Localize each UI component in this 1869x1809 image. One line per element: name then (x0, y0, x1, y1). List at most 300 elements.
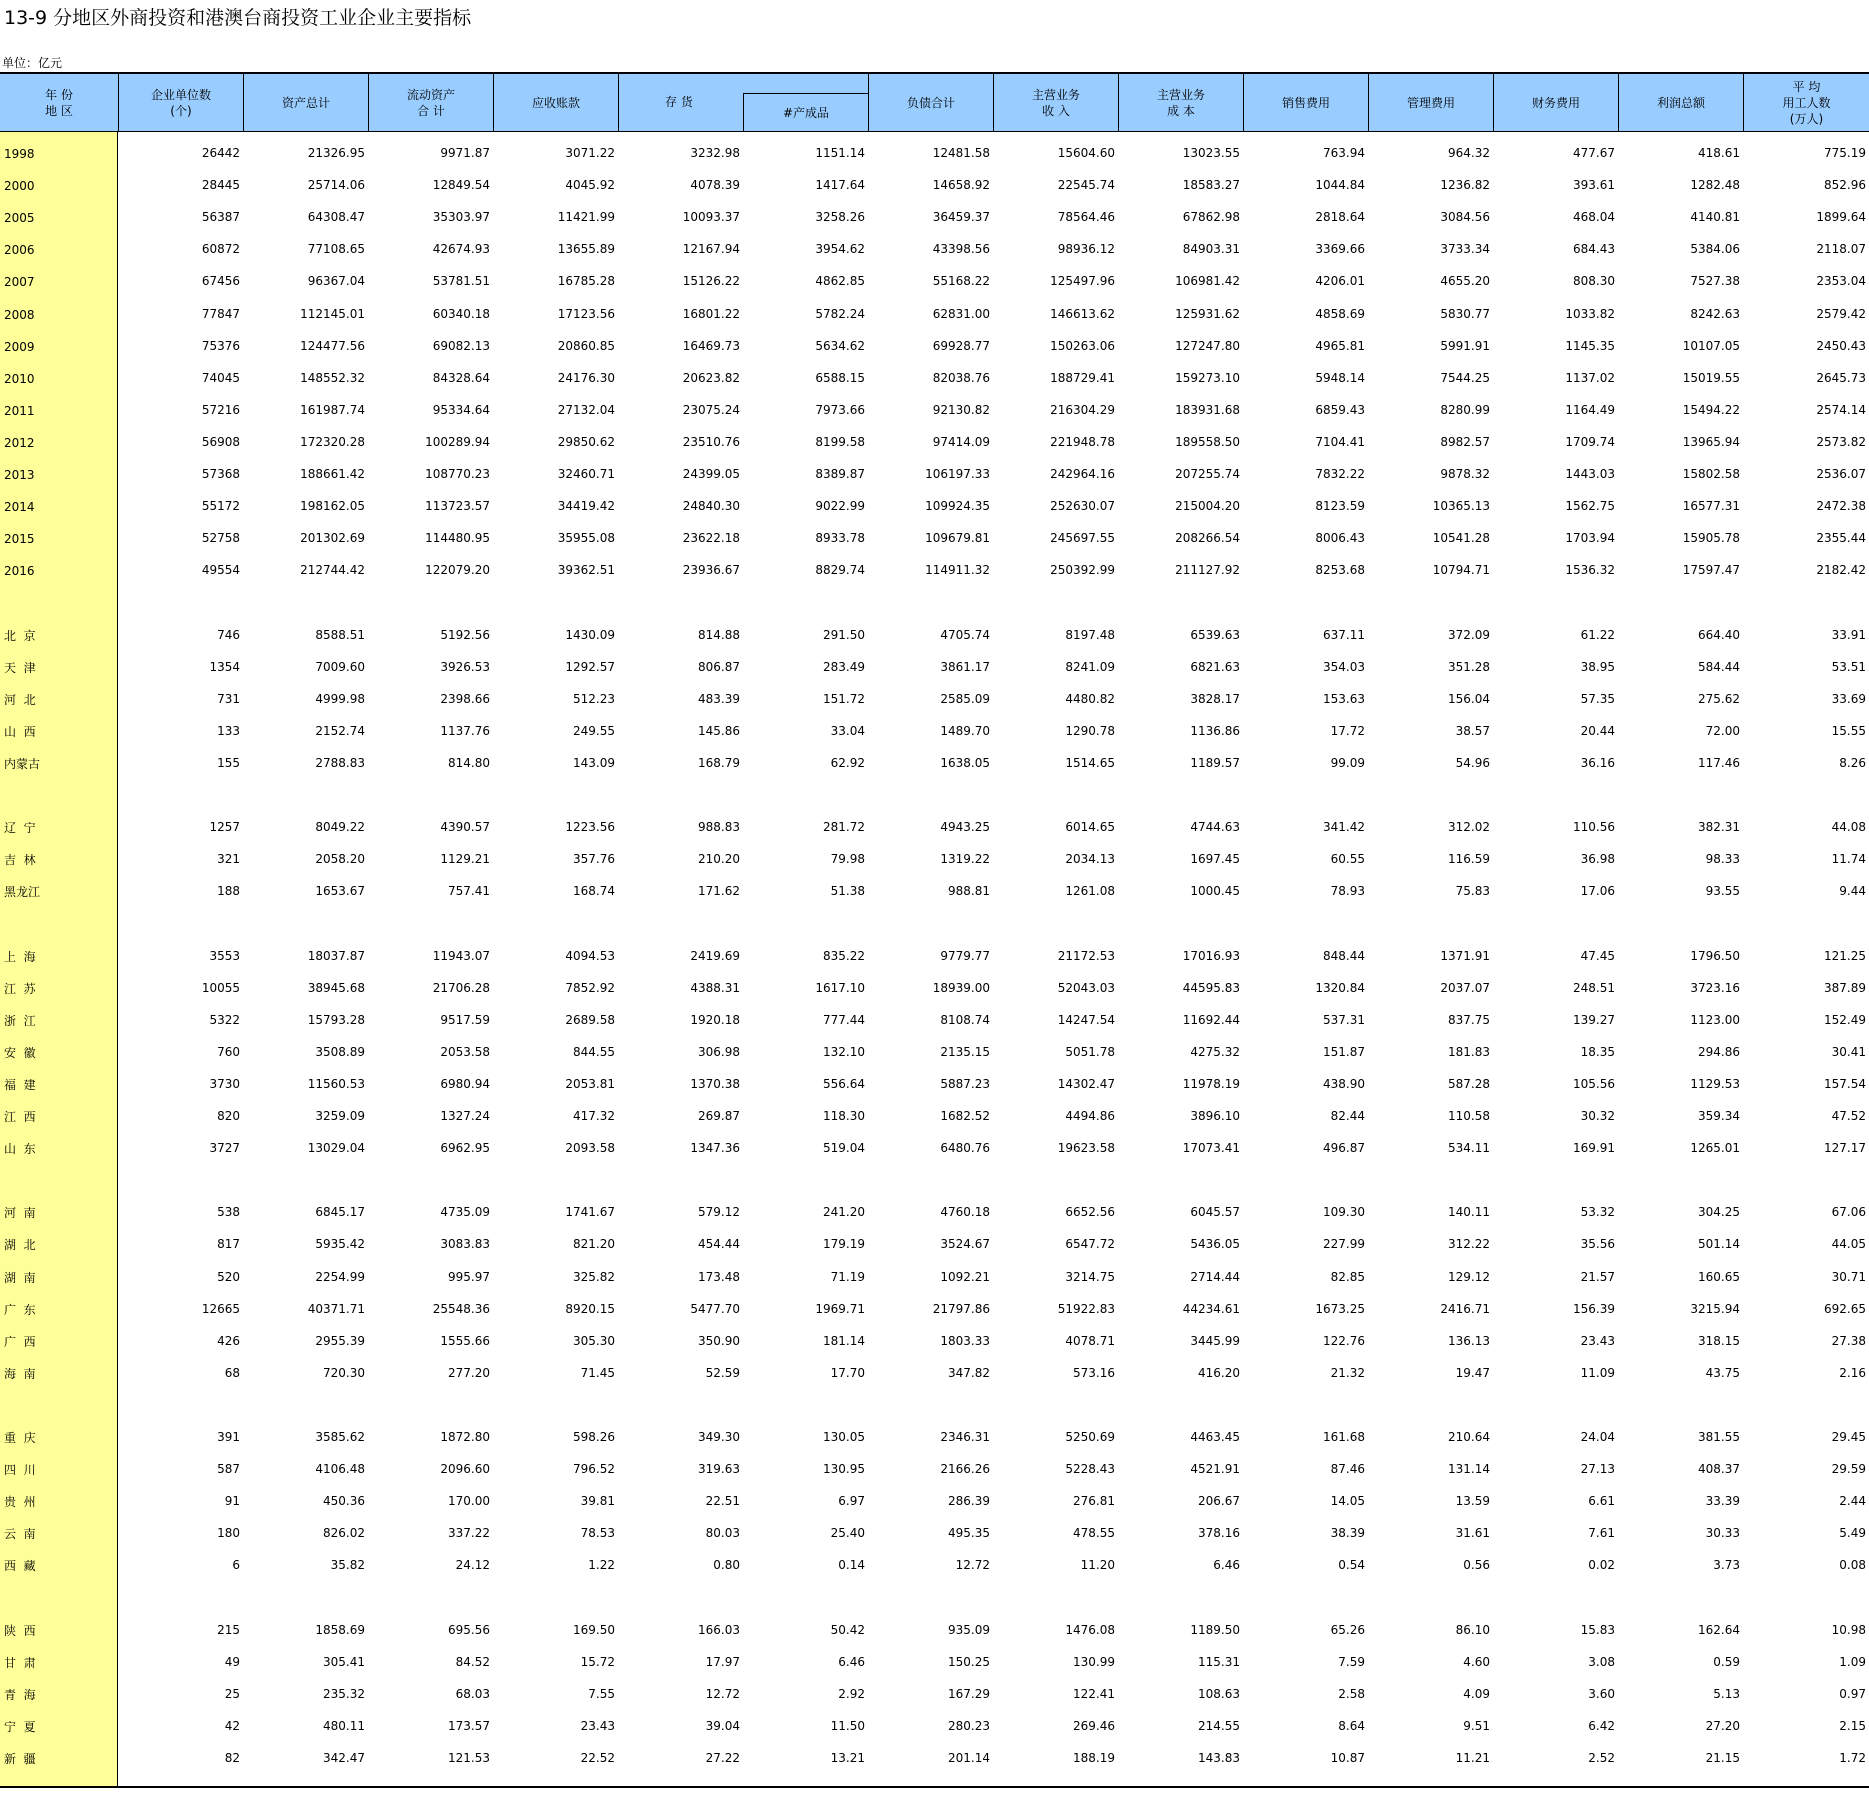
table-cell: 1320.84 (1315, 980, 1365, 995)
table-cell: 61.22 (1580, 627, 1615, 642)
table-cell: 4.60 (1463, 1654, 1490, 1669)
table-cell: 38945.68 (307, 980, 365, 995)
table-cell: 1.72 (1839, 1751, 1866, 1765)
row-label: 云 南 (4, 1527, 36, 1542)
table-cell: 347.82 (948, 1365, 990, 1380)
table-cell: 5634.62 (815, 338, 865, 353)
table-cell: 4045.92 (565, 178, 615, 193)
table-cell: 496.87 (1323, 1141, 1365, 1156)
table-cell: 170.00 (448, 1494, 490, 1509)
table-cell: 10365.13 (1432, 499, 1490, 514)
table-cell: 1653.67 (315, 884, 365, 899)
table-cell: 19.47 (1455, 1365, 1490, 1380)
row-label: 辽 宁 (4, 821, 36, 836)
table-cell: 8920.15 (565, 1301, 615, 1316)
table-cell: 26442 (201, 146, 240, 160)
table-cell: 245697.55 (1050, 531, 1115, 546)
table-cell: 935.09 (948, 1622, 990, 1637)
table-cell: 416.20 (1198, 1365, 1240, 1380)
table-cell: 171.62 (698, 884, 740, 899)
table-cell: 6547.72 (1065, 1237, 1115, 1252)
table-cell: 350.90 (698, 1333, 740, 1348)
table-cell: 5192.56 (440, 627, 490, 642)
table-cell: 122.41 (1073, 1686, 1115, 1701)
row-label: 2006 (4, 243, 35, 258)
table-cell: 4965.81 (1315, 338, 1365, 353)
page-title: 13-9 分地区外商投资和港澳台商投资工业企业主要指标 (4, 7, 472, 29)
row-label: 海 南 (4, 1366, 36, 1381)
table-row (0, 1320, 1869, 1352)
table-bottom-rule (0, 1786, 1869, 1788)
table-row (0, 614, 1869, 646)
table-cell: 3214.75 (1065, 1269, 1115, 1284)
table-cell: 964.32 (1448, 146, 1490, 160)
table-cell: 7832.22 (1315, 467, 1365, 481)
table-cell: 1137.76 (440, 723, 490, 738)
table-cell: 44.08 (1831, 820, 1866, 835)
table-cell: 3585.62 (315, 1430, 365, 1444)
table-cell: 29.59 (1831, 1462, 1866, 1477)
table-cell: 11.20 (1080, 1558, 1115, 1573)
table-cell: 814.80 (448, 755, 490, 770)
table-row (0, 389, 1869, 421)
table-cell: 109924.35 (925, 499, 990, 514)
row-label: 河 北 (4, 692, 36, 707)
table-cell: 408.37 (1698, 1462, 1740, 1477)
header-total-profit: 利润总额 (1618, 74, 1743, 131)
table-cell: 988.81 (948, 884, 990, 899)
table-cell: 69928.77 (932, 338, 990, 353)
table-cell: 277.20 (448, 1365, 490, 1380)
table-cell: 130.95 (823, 1462, 865, 1477)
table-row (0, 1609, 1869, 1641)
table-cell: 62.92 (830, 755, 865, 770)
row-label: 2007 (4, 275, 35, 290)
table-cell: 450.36 (323, 1494, 365, 1509)
table-cell: 4735.09 (440, 1205, 490, 1220)
table-cell: 15905.78 (1682, 531, 1740, 546)
table-cell: 127247.80 (1175, 338, 1240, 353)
table-cell: 27132.04 (557, 402, 615, 417)
table-cell: 835.22 (823, 948, 865, 963)
table-cell: 3071.22 (565, 146, 615, 160)
table-cell: 3954.62 (815, 242, 865, 257)
table-cell: 4094.53 (565, 948, 615, 963)
table-cell: 2419.69 (690, 948, 740, 963)
table-cell: 4760.18 (940, 1205, 990, 1220)
table-cell: 4858.69 (1315, 306, 1365, 321)
table-cell: 109.30 (1323, 1205, 1365, 1220)
table-cell: 11.74 (1831, 852, 1866, 867)
table-cell: 166.03 (698, 1622, 740, 1637)
table-cell: 1265.01 (1690, 1141, 1740, 1156)
table-row (0, 517, 1869, 549)
table-cell: 122.76 (1323, 1333, 1365, 1348)
table-cell: 188 (217, 884, 240, 899)
table-cell: 8982.57 (1440, 434, 1490, 449)
table-cell: 6.61 (1588, 1494, 1615, 1509)
table-cell: 173.48 (698, 1269, 740, 1284)
table-cell: 1371.91 (1440, 948, 1490, 963)
table-cell: 11692.44 (1182, 1012, 1240, 1027)
table-cell: 1489.70 (940, 723, 990, 738)
table-cell: 62831.00 (932, 306, 990, 321)
table-cell: 0.80 (713, 1558, 740, 1573)
table-cell: 12.72 (705, 1686, 740, 1701)
table-cell: 0.97 (1839, 1686, 1866, 1701)
table-cell: 23510.76 (682, 434, 740, 449)
table-row (0, 421, 1869, 453)
table-cell: 378.16 (1198, 1526, 1240, 1541)
table-cell: 157.54 (1824, 1076, 1866, 1091)
table-cell: 13023.55 (1182, 146, 1240, 160)
table-cell: 1.09 (1839, 1654, 1866, 1669)
table-cell: 3083.83 (440, 1237, 490, 1252)
table-cell: 127.17 (1824, 1141, 1866, 1156)
table-cell: 16801.22 (682, 306, 740, 321)
table-cell: 1682.52 (940, 1109, 990, 1123)
table-cell: 54.96 (1455, 755, 1490, 770)
table-cell: 13.21 (830, 1751, 865, 1765)
table-cell: 1555.66 (440, 1333, 490, 1348)
table-cell: 15.55 (1831, 723, 1866, 738)
row-label: 河 南 (4, 1206, 36, 1221)
table-cell: 3926.53 (440, 659, 490, 674)
table-cell: 3232.98 (690, 146, 740, 160)
table-cell: 161987.74 (300, 402, 365, 417)
table-cell: 167.29 (948, 1686, 990, 1701)
table-cell: 1236.82 (1440, 178, 1490, 193)
table-cell: 5991.91 (1440, 338, 1490, 353)
table-cell: 757.41 (448, 884, 490, 899)
table-row (0, 710, 1869, 742)
table-cell: 6.42 (1588, 1718, 1615, 1733)
row-label: 2009 (4, 339, 35, 354)
table-cell: 2450.43 (1816, 338, 1866, 353)
table-row (0, 1095, 1869, 1127)
table-cell: 130.99 (1073, 1654, 1115, 1669)
table-cell: 556.64 (823, 1076, 865, 1091)
table-cell: 19623.58 (1057, 1141, 1115, 1156)
table-cell: 23622.18 (682, 531, 740, 546)
table-row (0, 935, 1869, 967)
table-cell: 5436.05 (1190, 1237, 1240, 1252)
table-cell: 1443.03 (1565, 467, 1615, 481)
table-cell: 84.52 (455, 1654, 490, 1669)
table-cell: 426 (217, 1333, 240, 1348)
table-cell: 43398.56 (932, 242, 990, 257)
table-cell: 4744.63 (1190, 820, 1240, 835)
table-cell: 150.25 (948, 1654, 990, 1669)
table-cell: 57368 (201, 467, 240, 481)
table-cell: 483.39 (698, 691, 740, 706)
table-cell: 97414.09 (932, 434, 990, 449)
table-row (0, 1737, 1869, 1769)
table-cell: 1872.80 (440, 1430, 490, 1444)
row-label: 2005 (4, 211, 35, 226)
table-cell: 133 (217, 723, 240, 738)
table-cell: 13.59 (1455, 1494, 1490, 1509)
table-cell: 796.52 (573, 1462, 615, 1477)
table-cell: 720.30 (323, 1365, 365, 1380)
table-cell: 206.67 (1198, 1494, 1240, 1509)
table-cell: 143.83 (1198, 1751, 1240, 1765)
table-cell: 6480.76 (940, 1141, 990, 1156)
table-cell: 35.56 (1580, 1237, 1615, 1252)
table-cell: 1899.64 (1816, 210, 1866, 225)
table-cell: 4078.71 (1065, 1333, 1115, 1348)
table-cell: 39362.51 (557, 563, 615, 578)
unit-label: 单位：亿元 (2, 56, 63, 70)
table-cell: 6821.63 (1190, 659, 1240, 674)
table-cell: 848.44 (1323, 948, 1365, 963)
table-cell: 4494.86 (1065, 1109, 1115, 1123)
table-cell: 18583.27 (1182, 178, 1240, 193)
table-cell: 692.65 (1824, 1301, 1866, 1316)
row-label: 西 藏 (4, 1559, 36, 1574)
table-cell: 306.98 (698, 1044, 740, 1059)
table-cell: 587 (217, 1462, 240, 1477)
table-cell: 2536.07 (1816, 467, 1866, 481)
table-cell: 169.50 (573, 1622, 615, 1637)
table-cell: 17123.56 (557, 306, 615, 321)
table-cell: 1697.45 (1190, 852, 1240, 867)
table-cell: 242964.16 (1050, 467, 1115, 481)
table-cell: 1803.33 (940, 1333, 990, 1348)
table-cell: 169.91 (1573, 1141, 1615, 1156)
table-row (0, 196, 1869, 228)
table-cell: 50.42 (830, 1622, 865, 1637)
table-cell: 2135.15 (940, 1044, 990, 1059)
table-cell: 438.90 (1323, 1076, 1365, 1091)
table-cell: 38.95 (1580, 659, 1615, 674)
table-cell: 30.41 (1831, 1044, 1866, 1059)
table-cell: 15793.28 (307, 1012, 365, 1027)
table-cell: 1703.94 (1565, 531, 1615, 546)
table-cell: 454.44 (698, 1237, 740, 1252)
header-finished-goods: #产成品 (743, 93, 868, 131)
table-cell: 53781.51 (432, 274, 490, 289)
table-cell: 2585.09 (940, 691, 990, 706)
table-cell: 10.98 (1831, 1622, 1866, 1637)
table-cell: 35.82 (330, 1558, 365, 1573)
table-cell: 131.14 (1448, 1462, 1490, 1477)
table-cell: 3369.66 (1315, 242, 1365, 257)
table-cell: 4140.81 (1690, 210, 1740, 225)
table-cell: 6980.94 (440, 1076, 490, 1091)
table-cell: 5.49 (1839, 1526, 1866, 1541)
table-cell: 21172.53 (1057, 948, 1115, 963)
table-cell: 6845.17 (315, 1205, 365, 1220)
table-cell: 342.47 (323, 1751, 365, 1765)
table-cell: 0.02 (1588, 1558, 1615, 1573)
table-cell: 1920.18 (690, 1012, 740, 1027)
table-cell: 17597.47 (1682, 563, 1740, 578)
table-cell: 354.03 (1323, 659, 1365, 674)
table-cell: 179.19 (823, 1237, 865, 1252)
table-cell: 11.21 (1455, 1751, 1490, 1765)
table-cell: 57216 (201, 402, 240, 417)
row-label: 内蒙古 (4, 756, 41, 771)
table-cell: 159273.10 (1175, 370, 1240, 385)
table-cell: 115.31 (1198, 1654, 1240, 1669)
table-cell: 215004.20 (1175, 499, 1240, 514)
table-cell: 584.44 (1698, 659, 1740, 674)
table-cell: 21.15 (1705, 1751, 1740, 1765)
table-cell: 14.05 (1330, 1494, 1365, 1509)
row-label: 安 徽 (4, 1045, 36, 1060)
table-cell: 8389.87 (815, 467, 865, 481)
table-cell: 145.86 (698, 723, 740, 738)
table-cell: 43.75 (1705, 1365, 1740, 1380)
row-label: 北 京 (4, 628, 36, 643)
table-cell: 305.41 (323, 1654, 365, 1669)
table-row (0, 646, 1869, 678)
table-row (0, 1063, 1869, 1095)
table-cell: 8197.48 (1065, 627, 1115, 642)
table-cell: 381.55 (1698, 1430, 1740, 1444)
table-cell: 1741.67 (565, 1205, 615, 1220)
table-cell: 820 (217, 1109, 240, 1123)
table-cell: 1.22 (588, 1558, 615, 1573)
table-cell: 312.22 (1448, 1237, 1490, 1252)
table-cell: 1536.32 (1565, 563, 1615, 578)
header-admin-expenses: 管理费用 (1368, 74, 1493, 131)
table-cell: 6 (232, 1558, 240, 1573)
table-cell: 42 (224, 1718, 240, 1733)
table-cell: 2714.44 (1190, 1269, 1240, 1284)
table-cell: 35303.97 (432, 210, 490, 225)
table-cell: 92130.82 (932, 402, 990, 417)
table-cell: 15.83 (1580, 1622, 1615, 1637)
table-cell: 40371.71 (307, 1301, 365, 1316)
table-cell: 9878.32 (1440, 467, 1490, 481)
table-cell: 132.10 (823, 1044, 865, 1059)
table-cell: 24840.30 (682, 499, 740, 514)
table-cell: 6.46 (1213, 1558, 1240, 1573)
table-cell: 988.83 (698, 820, 740, 835)
table-cell: 1044.84 (1315, 178, 1365, 193)
table-cell: 33.69 (1831, 691, 1866, 706)
header-avg-employees: 平 均 用工人数 (万人) (1743, 74, 1869, 131)
table-cell: 151.72 (823, 691, 865, 706)
table-cell: 208266.54 (1175, 531, 1240, 546)
table-cell: 1617.10 (815, 980, 865, 995)
table-cell: 349.30 (698, 1430, 740, 1444)
row-label: 2000 (4, 179, 35, 194)
row-label: 重 庆 (4, 1431, 36, 1445)
table-cell: 573.16 (1073, 1365, 1115, 1380)
table-cell: 35955.08 (557, 531, 615, 546)
table-cell: 2118.07 (1816, 242, 1866, 257)
table-cell: 731 (217, 691, 240, 706)
table-cell: 2093.58 (565, 1141, 615, 1156)
table-cell: 2353.04 (1816, 274, 1866, 289)
table-cell: 27.38 (1831, 1333, 1866, 1348)
table-cell: 8199.58 (815, 434, 865, 449)
table-cell: 10093.37 (682, 210, 740, 225)
table-cell: 168.74 (573, 884, 615, 899)
table-cell: 2416.71 (1440, 1301, 1490, 1316)
table-cell: 29.45 (1831, 1430, 1866, 1444)
table-cell: 3553 (209, 948, 240, 963)
table-cell: 5830.77 (1440, 306, 1490, 321)
table-cell: 808.30 (1573, 274, 1615, 289)
table-cell: 117.46 (1698, 755, 1740, 770)
table-cell: 5051.78 (1065, 1044, 1115, 1059)
table-cell: 74045 (201, 370, 240, 385)
table-cell: 418.61 (1698, 146, 1740, 160)
table-cell: 210.20 (698, 852, 740, 867)
row-label: 广 西 (4, 1334, 36, 1349)
table-cell: 2053.58 (440, 1044, 490, 1059)
table-cell: 82.85 (1330, 1269, 1365, 1284)
table-cell: 2689.58 (565, 1012, 615, 1027)
table-cell: 24399.05 (682, 467, 740, 481)
table-cell: 537.31 (1323, 1012, 1365, 1027)
table-cell: 172320.28 (300, 434, 365, 449)
table-cell: 0.59 (1713, 1654, 1740, 1669)
table-cell: 110.58 (1448, 1109, 1490, 1123)
table-cell: 14302.47 (1057, 1076, 1115, 1091)
table-cell: 29850.62 (557, 434, 615, 449)
table-cell: 814.88 (698, 627, 740, 642)
table-cell: 60872 (201, 242, 240, 257)
row-label: 上 海 (4, 949, 36, 964)
table-cell: 291.50 (823, 627, 865, 642)
table-cell: 8242.63 (1690, 306, 1740, 321)
table-cell: 51922.83 (1057, 1301, 1115, 1316)
table-cell: 286.39 (948, 1494, 990, 1509)
table-cell: 188729.41 (1050, 370, 1115, 385)
row-label: 江 西 (4, 1110, 36, 1124)
table-cell: 2355.44 (1816, 531, 1866, 546)
table-cell: 80.03 (705, 1526, 740, 1541)
table-cell: 216304.29 (1050, 402, 1115, 417)
table-cell: 837.75 (1448, 1012, 1490, 1027)
table-row (0, 1127, 1869, 1159)
table-cell: 4943.25 (940, 820, 990, 835)
table-cell: 55172 (201, 499, 240, 514)
table-cell: 36459.37 (932, 210, 990, 225)
table-cell: 112145.01 (300, 306, 365, 321)
table-cell: 1000.45 (1190, 884, 1240, 899)
table-cell: 49554 (201, 563, 240, 578)
table-row (0, 1512, 1869, 1544)
table-cell: 5250.69 (1065, 1430, 1115, 1444)
table-cell: 1145.35 (1565, 338, 1615, 353)
table-cell: 2152.74 (315, 723, 365, 738)
table-cell: 4388.31 (690, 980, 740, 995)
row-label: 浙 江 (4, 1013, 36, 1028)
table-cell: 87.46 (1330, 1462, 1365, 1477)
table-cell: 351.28 (1448, 659, 1490, 674)
table-cell: 44.05 (1831, 1237, 1866, 1252)
table-cell: 27.13 (1580, 1462, 1615, 1477)
table-cell: 20.44 (1580, 723, 1615, 738)
table-cell: 16577.31 (1682, 499, 1740, 514)
table-cell: 579.12 (698, 1205, 740, 1220)
table-cell: 56387 (201, 210, 240, 225)
row-label: 天 津 (4, 660, 36, 675)
table-cell: 64308.47 (307, 210, 365, 225)
table-cell: 11.50 (830, 1718, 865, 1733)
table-cell: 17.72 (1330, 723, 1365, 738)
table-cell: 124477.56 (300, 338, 365, 353)
table-cell: 210.64 (1448, 1430, 1490, 1444)
table-cell: 52043.03 (1057, 980, 1115, 995)
table-cell: 9971.87 (440, 146, 490, 160)
